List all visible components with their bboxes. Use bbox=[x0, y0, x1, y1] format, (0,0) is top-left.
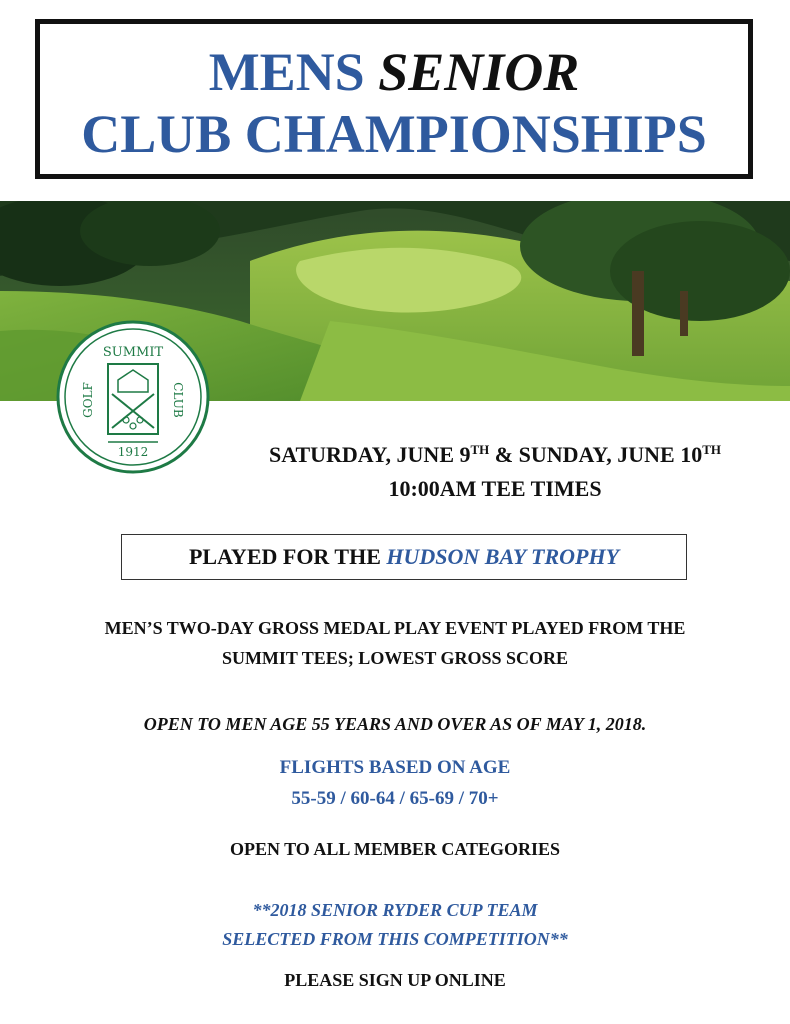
title-word-mens: MENS bbox=[208, 42, 379, 102]
flights-info bbox=[0, 752, 790, 814]
ryder-line-2: SELECTED FROM THIS COMPETITION** bbox=[222, 929, 568, 949]
flights-ranges: 55-59 / 60-64 / 65-69 / 70+ bbox=[291, 788, 499, 809]
logo-text-year: 1912 bbox=[117, 445, 149, 459]
trophy-box bbox=[121, 534, 687, 580]
logo-text-golf: GOLF bbox=[81, 382, 95, 418]
title-word-senior: SENIOR bbox=[378, 42, 580, 102]
date-line bbox=[205, 438, 785, 472]
flights-heading: FLIGHTS BASED ON AGE bbox=[279, 757, 511, 778]
ryder-cup-note bbox=[0, 896, 790, 954]
event-line-2: SUMMIT TEES; LOWEST GROSS SCORE bbox=[221, 648, 569, 668]
date-saturday: SATURDAY, JUNE 9 bbox=[268, 442, 471, 467]
trophy-name: HUDSON BAY TROPHY bbox=[386, 544, 620, 569]
summit-golf-club-logo bbox=[56, 320, 210, 474]
eligibility-text: OPEN TO MEN AGE 55 YEARS AND OVER AS OF MAY 1, 2018. bbox=[143, 714, 647, 734]
event-line-1: MEN’S TWO-DAY GROSS MEDAL PLAY EVENT PLAYED FROM THE bbox=[104, 618, 686, 638]
logo-text-summit: SUMMIT bbox=[102, 345, 164, 360]
ryder-line-1: **2018 SENIOR RYDER CUP TEAM bbox=[252, 900, 538, 920]
event-description bbox=[0, 613, 790, 673]
logo-text-club: CLUB bbox=[171, 382, 185, 418]
title-line-2: CLUB CHAMPIONSHIPS bbox=[81, 104, 707, 164]
event-dates bbox=[205, 438, 785, 506]
title-box bbox=[35, 19, 753, 179]
date-saturday-suffix: TH bbox=[470, 442, 490, 457]
date-sunday-suffix: TH bbox=[702, 442, 722, 457]
tee-times: 10:00AM TEE TIMES bbox=[388, 476, 602, 501]
trophy-prefix: PLAYED FOR THE bbox=[188, 544, 387, 569]
member-categories: OPEN TO ALL MEMBER CATEGORIES bbox=[229, 839, 561, 859]
title-line-1 bbox=[40, 41, 748, 103]
signup-text: PLEASE SIGN UP ONLINE bbox=[284, 970, 506, 990]
date-sunday: & SUNDAY, JUNE 10 bbox=[489, 442, 703, 467]
